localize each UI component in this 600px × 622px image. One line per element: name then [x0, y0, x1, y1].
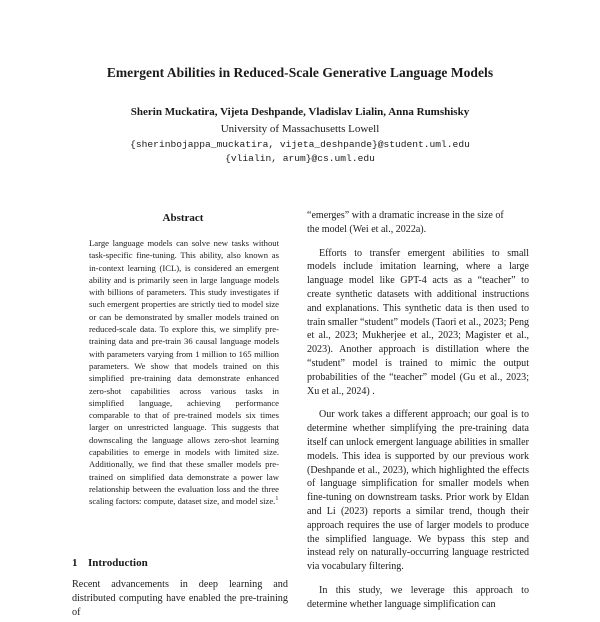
paper-title: Emergent Abilities in Reduced-Scale Generative Language Models	[106, 65, 494, 80]
section-title: Introduction	[88, 557, 148, 569]
right-column	[307, 209, 529, 622]
abstract-body	[89, 237, 279, 508]
paragraph: Our work takes a different approach; our goal is to determine whether simplifying the pre-training data itself can unlock emergent language abilities in smaller models. This idea is supported by our previous work (Deshpande et al., 2023), which highlighted the effects of language simplification for smaller models when fine-tuning on downstream tasks. Prior work by Eldan and Li (2023) reports a similar trend, though their approach requires the use of larger models to produce the simplified language. We bypass this step and instead rely on naturally-occurring language restricted via vocabulary filtering.	[307, 409, 529, 573]
paragraph: In this study, we leverage this approach to determine whether language simplification can	[307, 584, 529, 610]
affiliation: University of Massachusetts Lowell	[220, 123, 380, 135]
email-line: {vlialin, arum}@cs.uml.edu	[225, 153, 375, 164]
abstract-heading: Abstract	[162, 212, 204, 224]
section-heading-introduction	[72, 557, 282, 569]
text-line: “emerges” with a dramatic increase in the size of	[307, 210, 504, 221]
section-number: 1	[72, 557, 78, 569]
author-list: Sherin Muckatira, Vijeta Deshpande, Vladislav Lialin, Anna Rumshisky	[130, 106, 470, 118]
footnote-mark: 1	[275, 496, 279, 503]
paragraph-continued	[307, 209, 529, 237]
text-line: the model (Wei et al., 2022a).	[307, 223, 427, 235]
introduction-body: Recent advancements in deep learning and distributed computing have enabled the pre-training of	[72, 579, 288, 618]
email-line: {sherinbojappa_muckatira, vijeta_deshpande}@student.uml.edu	[130, 139, 470, 150]
abstract-text: Large language models can solve new tasks without task-specific fine-tuning. This ability, also known as in-context learning (ICL), is considered an emergent ability and is primarily seen in large language models with billions of parameters. This study investigates if such emergent properties are strictly tied to model size or can be demonstrated by smaller models trained on reduced-scale data. To explore this, we simplify pre-training data and pre-train 36 causal language models with parameters varying from 1 million to 165 million parameters. We show that models trained on this simplified pre-training data demonstrate enhanced zero-shot capabilities across various tasks in simplified language, achieving performance comparable to that of pre-trained models six times larger on unrestricted language. This suggests that downscaling the language allows zero-shot learning capabilities to emerge in models with limited size. Additionally, we find that these smaller models pre-trained on simplified data demonstrate a power law relationship between the evaluation loss and the three scaling factors: compute, dataset size, and model size.	[89, 238, 279, 507]
paragraph: Efforts to transfer emergent abilities to small models include imitation learning, where a large language model like GPT-4 acts as a “teacher” to create synthetic datasets with additional instructions and explanations. This synthetic data is then used to train smaller “student” models (Taori et al., 2023; Peng et al., 2023; Mukherjee et al., 2023; Magister et al., 2023). Another approach is distillation where the “student” model is trained to mimic the output probabilities of the “teacher” model (Gu et al., 2023; Xu et al., 2024) .	[307, 247, 529, 397]
